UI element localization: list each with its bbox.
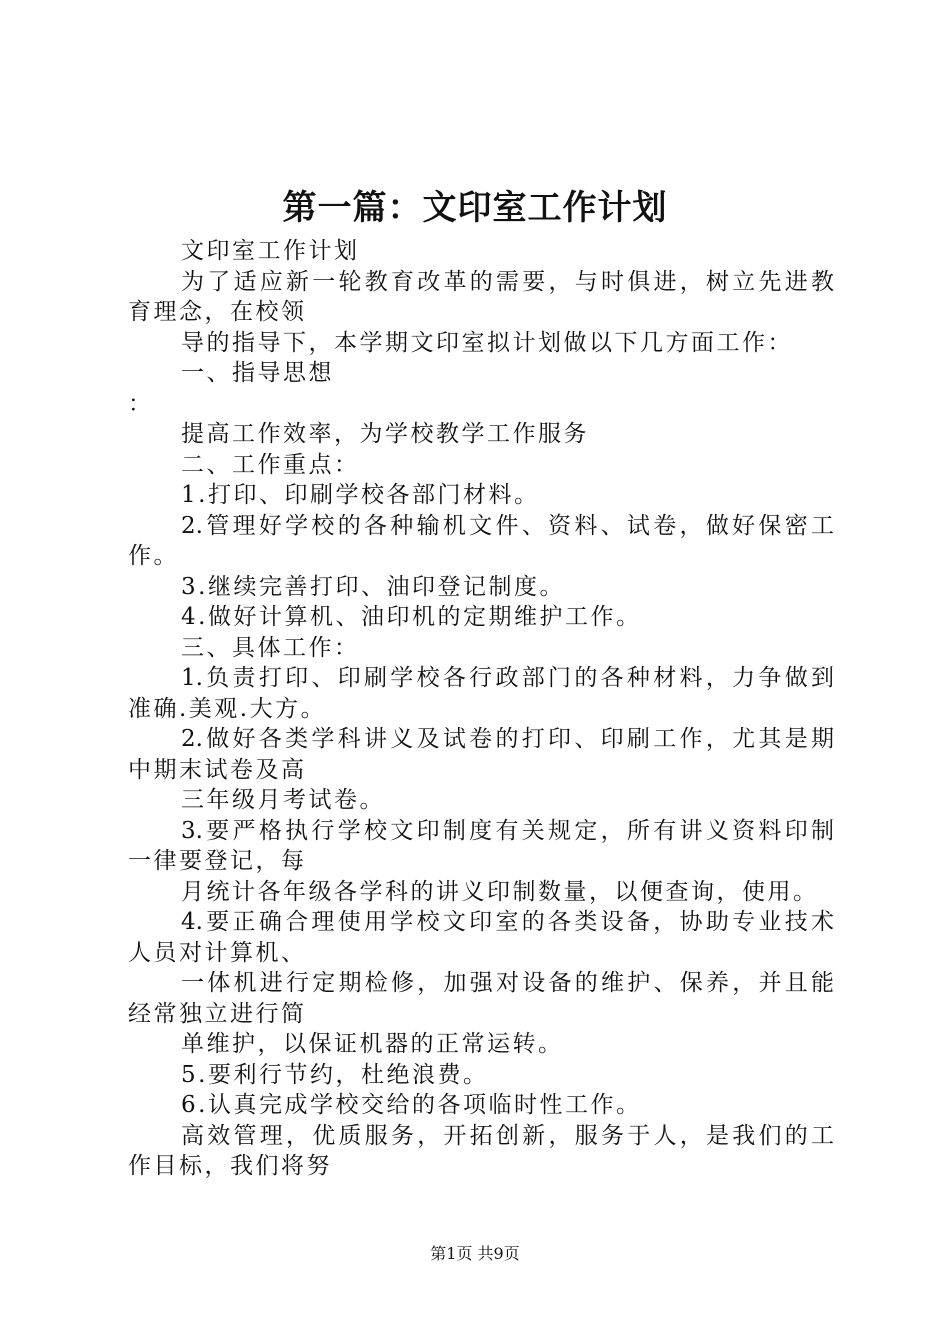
document-title: 第一篇：文印室工作计划 (282, 188, 668, 228)
text-line: 提高工作效率，为学校教学工作服务 (181, 421, 589, 447)
document-body (128, 236, 834, 1182)
text-line: 为了适应新一轮教育改革的需要，与时俱进，树立先进教 (181, 268, 834, 295)
text-line: 3.继续完善打印、油印登记制度。 (181, 573, 565, 600)
text-line: 人员对计算机、 (128, 939, 307, 966)
text-line: 高效管理，优质服务，开拓创新，服务于人，是我们的工 (181, 1122, 834, 1149)
text-line: 育理念，在校领 (128, 299, 307, 325)
text-line: 文印室工作计划 (181, 238, 360, 264)
text-line: 2.做好各类学科讲义及试卷的打印、印刷工作，尤其是期 (181, 726, 834, 752)
text-line: 4.要正确合理使用学校文印室的各类设备，协助专业技术 (181, 909, 834, 935)
text-line: 单维护，以保证机器的正常运转。 (181, 1031, 564, 1057)
text-line: 1.打印、印刷学校各部门材料。 (181, 482, 540, 508)
text-line: 5.要利行节约，杜绝浪费。 (181, 1061, 489, 1088)
text-line: 2.管理好学校的各种输机文件、资料、试卷，做好保密工 (181, 512, 834, 539)
page-footer: 第1页 共9页 (430, 1244, 520, 1263)
text-line: 中期末试卷及高 (128, 756, 307, 783)
text-line: 1.负责打印、印刷学校各行政部门的各种材料，力争做到 (181, 665, 834, 691)
text-line: 月统计各年级各学科的讲义印制数量，以便查询，使用。 (181, 878, 819, 905)
text-line: 作。 (128, 543, 179, 569)
text-line: 作目标，我们将努 (128, 1153, 332, 1179)
text-line: 一、指导思想 (181, 360, 334, 386)
text-line: 经常独立进行简 (128, 1000, 307, 1027)
text-line: 4.做好计算机、油印机的定期维护工作。 (181, 604, 642, 630)
text-line: 6.认真完成学校交给的各项临时性工作。 (181, 1092, 642, 1118)
text-line: 三年级月考试卷。 (181, 787, 385, 813)
text-line: 准确.美观.大方。 (128, 695, 327, 722)
text-line: 导的指导下，本学期文印室拟计划做以下几方面工作： (181, 329, 793, 356)
text-line: ： (128, 390, 154, 417)
text-line: 一律要登记，每 (128, 848, 307, 874)
text-line: 二、工作重点： (181, 451, 360, 478)
text-line: 三、具体工作： (181, 634, 360, 661)
text-line: 一体机进行定期检修，加强对设备的维护、保养，并且能 (181, 970, 834, 996)
text-line: 3.要严格执行学校文印制度有关规定，所有讲义资料印制 (181, 817, 834, 844)
